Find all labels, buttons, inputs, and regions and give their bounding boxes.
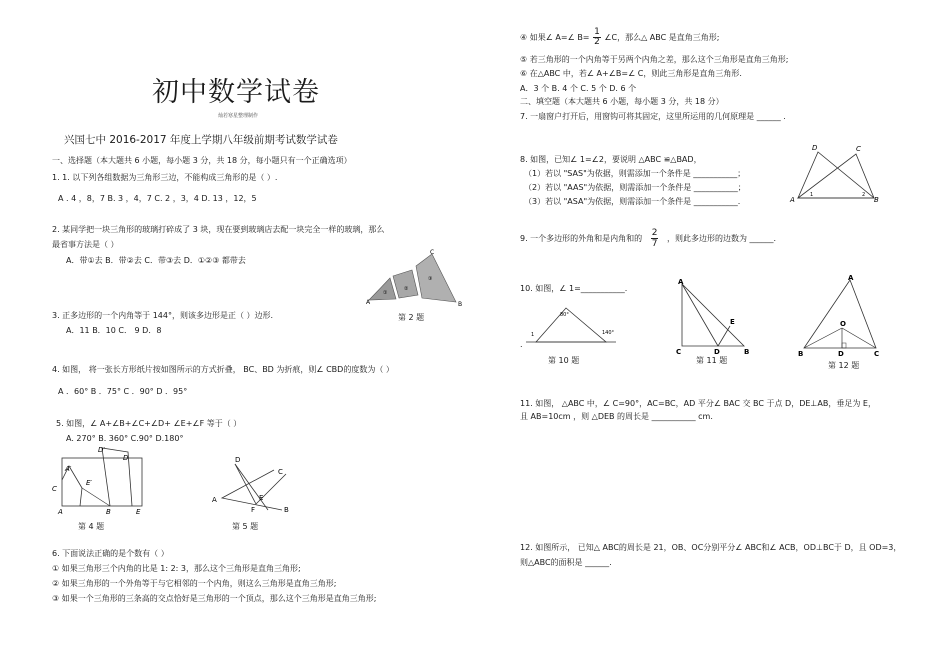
glass-label-c: C	[430, 249, 435, 256]
fig11-label-c: C	[676, 348, 682, 356]
question-6-statement-2: ② 如果三角形的一个外角等于与它相邻的一个内角，则这么三角形是直角三角形;	[52, 579, 337, 588]
fig4-label-a-prime: A′	[65, 465, 72, 473]
question-12-line-1: 12. 如图所示， 已知△ ABC的周长是 21，OB、OC分别平分∠ ABC和∠ ACB，OD⊥BC于 D，且 OD=3，	[520, 543, 902, 552]
fig12-label-b: B	[798, 350, 804, 358]
fig5-label-e: E	[259, 494, 264, 502]
fig4-label-c: C	[52, 485, 57, 493]
question-9	[520, 228, 776, 249]
question-6-statement-5: ⑤ 若三角形的一个内角等于另两个内角之差，那么这个三角形是直角三角形;	[520, 55, 789, 64]
star-line-3	[222, 470, 282, 510]
question-8-part-1: （1）若以 "SAS"为依据，则需添加一个条件是 ___________；	[524, 169, 746, 178]
fig11-label-a: A	[678, 278, 684, 286]
fig8-label-c: C	[856, 145, 861, 153]
question-4: 4. 如图， 将一张长方形纸片按如图所示的方式折叠， BC、BD 为折痕，则∠ CBD的度数为（ ）	[52, 365, 394, 374]
fig12-right-angle	[842, 343, 846, 348]
fig4-label-b: B	[106, 508, 111, 516]
q9-numerator: 2	[651, 228, 658, 238]
q6-s4-prefix: ④ 如果∠ A=∠ B=	[520, 33, 590, 42]
question-10: 10. 如图，∠ 1=___________.	[520, 284, 628, 293]
q6-s4-suffix: ∠C，那么△ ABC 是直角三角形;	[604, 33, 720, 42]
fig11-perpendicular	[718, 326, 730, 346]
fig12-triangle	[804, 280, 876, 348]
fig4-label-d: D	[123, 454, 129, 462]
question-6-statement-4	[520, 28, 719, 47]
fig4-label-e-prime: E′	[86, 479, 93, 487]
glass-label-2: ②	[404, 286, 409, 292]
broken-glass-figure	[366, 248, 466, 308]
q6-s4-denominator: 2	[594, 37, 600, 47]
question-1-options: A . 4 ，8，7 B. 3 ，4，7 C. 2 ，3，4 D. 13 ，12，5	[58, 194, 257, 203]
figure-5-caption: 第 5 题	[232, 522, 259, 531]
fig8-label-d: D	[812, 144, 818, 152]
glass-label-3: ③	[428, 276, 433, 282]
question-7: 7. 一扇窗户打开后，用窗钩可将其固定，这里所运用的几何原理是 ______ .	[520, 112, 786, 121]
fig12-label-c: C	[874, 350, 880, 358]
q9-suffix: ，则此多边形的边数为 ______.	[667, 234, 777, 243]
question-11-line-1: 11. 如图， △ABC 中，∠ C=90°，AC=BC，AD 平分∠ BAC 交 BC 于点 D，DE⊥AB，垂足为 E，	[520, 399, 876, 408]
fig5-label-a: A	[212, 496, 217, 504]
glass-piece-3	[416, 254, 456, 302]
crease-bc	[82, 488, 110, 506]
fig4-label-d-prime: D′	[98, 446, 105, 454]
q6-s4-numerator: 1	[594, 27, 600, 37]
question-2-line-1: 2. 某同学把一块三角形的玻璃打碎成了 3 块，现在要到玻璃店去配一块完全一样的玻璃，那么	[52, 225, 385, 234]
question-11-line-2: 且 AB=10cm ，则 △DEB 的周长是 ___________ cm.	[520, 412, 713, 421]
question-6-statement-1: ① 如果三角形三个内角的比是 1: 2: 3，那么这个三角形是直角三角形;	[52, 564, 301, 573]
question-6-statement-6: ⑥ 在△ABC 中，若∠ A+∠B=∠ C，则此三角形是直角三角形.	[520, 69, 742, 78]
q9-denominator: 7	[651, 239, 658, 249]
fig5-label-f: F	[251, 506, 256, 514]
question-8-part-3: （3）若以 "ASA"为依据，则需添加一个条件是 ___________.	[524, 197, 741, 206]
figure-5-star	[208, 454, 294, 518]
fig12-label-d: D	[838, 350, 844, 358]
fig10-triangle	[536, 308, 606, 342]
exam-subtitle: 兴国七中 2016-2017 年度上学期八年级前期考试数学试卷	[64, 134, 338, 146]
figure-4-caption: 第 4 题	[78, 522, 105, 531]
fig8-label-2: 2	[862, 192, 866, 198]
question-4-options: A ．60° B ．75° C ．90° D ．95°	[58, 387, 188, 396]
fig5-label-d: D	[235, 456, 241, 464]
question-1: 1. 1. 以下列各组数据为三角形三边，不能构成三角形的是（ ）.	[52, 173, 278, 182]
figure-12-caption: 第 12 题	[828, 361, 860, 370]
glass-piece-2	[393, 270, 418, 298]
fig8-label-a: A	[790, 196, 795, 204]
section-fill-header: 二、填空题（本大题共 6 小题，每小题 3 分，共 18 分）	[520, 97, 724, 106]
page-title: 初中数学试卷	[152, 77, 320, 108]
question-8-part-2: （2）若以 "AAS"为依据，则需添加一个条件是 ___________；	[524, 183, 746, 192]
question-5-options: A. 270° B. 360° C.90° D.180°	[66, 434, 184, 443]
question-3: 3. 正多边形的一个内角等于 144°，则该多边形是正（ ）边形.	[52, 311, 274, 320]
question-3-options: A．11 B．10 C． 9 D．8	[66, 326, 162, 335]
figure-12-triangle	[798, 272, 884, 356]
fig12-bisector-c	[842, 328, 876, 348]
question-6-statement-3: ③ 如果一个三角形的三条高的交点恰好是三角形的一个顶点，那么这个三角形是直角三角形;	[52, 594, 377, 603]
fig11-label-e: E	[730, 318, 735, 326]
question-2-options: A．带①去 B．带②去 C．带③去 D．①②③ 都带去	[66, 256, 246, 265]
fig10-label-80: 80°	[560, 312, 569, 318]
figure-8-triangles	[790, 140, 882, 206]
fig11-label-d: D	[714, 348, 720, 356]
figure-10-dot: .	[520, 340, 523, 349]
question-8: 8. 如图，已知∠ 1=∠2，要说明 △ABC ≌△BAD，	[520, 155, 702, 164]
figure-11-caption: 第 11 题	[696, 356, 728, 365]
question-2-line-2: 最省事方法是（ ）	[52, 240, 119, 249]
fig5-label-b: B	[284, 506, 289, 514]
glass-piece-1	[369, 278, 396, 300]
fig10-label-1: 1	[531, 332, 535, 338]
fig8-label-1: 1	[810, 192, 814, 198]
figure-4-folded-paper	[52, 444, 152, 516]
glass-label-b: B	[458, 301, 463, 308]
q6-s4-fraction	[593, 28, 601, 47]
glass-label-1: ①	[383, 290, 388, 296]
fig12-label-o: O	[840, 320, 846, 328]
figure-10-triangle	[522, 300, 622, 352]
q9-prefix: 9. 一个多边形的外角和是内角和的	[520, 234, 643, 243]
credit-line: 灿若寒星整理制作	[218, 113, 259, 119]
fig10-label-140: 140°	[602, 330, 615, 336]
star-line-1	[235, 464, 268, 510]
glass-label-a: A	[366, 299, 371, 306]
question-12-line-2: 则△ABC的面积是 ______.	[520, 558, 612, 567]
fig5-label-c: C	[278, 468, 283, 476]
figure-2-caption: 第 2 题	[398, 313, 425, 322]
fig4-label-a: A	[58, 508, 63, 516]
fig4-label-e: E	[136, 508, 141, 516]
fig11-label-b: B	[744, 348, 750, 356]
question-5: 5. 如图，∠ A+∠B+∠C+∠D+ ∠E+∠F 等于（ ）	[56, 419, 242, 428]
figure-10-caption: 第 10 题	[548, 356, 580, 365]
fig12-label-a: A	[848, 274, 854, 282]
fig8-label-b: B	[874, 196, 879, 204]
section-choice-header: 一、选择题（本大题共 6 小题，每小题 3 分，共 18 分，每小题只有一个正确选项）	[52, 156, 352, 165]
fig12-bisector-b	[804, 328, 842, 348]
q9-fraction	[651, 228, 659, 249]
question-6: 6. 下面说法正确的是个数有（ ）	[52, 549, 169, 558]
question-6-options: A．3 个 B. 4 个 C. 5 个 D. 6 个	[520, 84, 637, 93]
figure-11-right-triangle	[672, 276, 754, 356]
